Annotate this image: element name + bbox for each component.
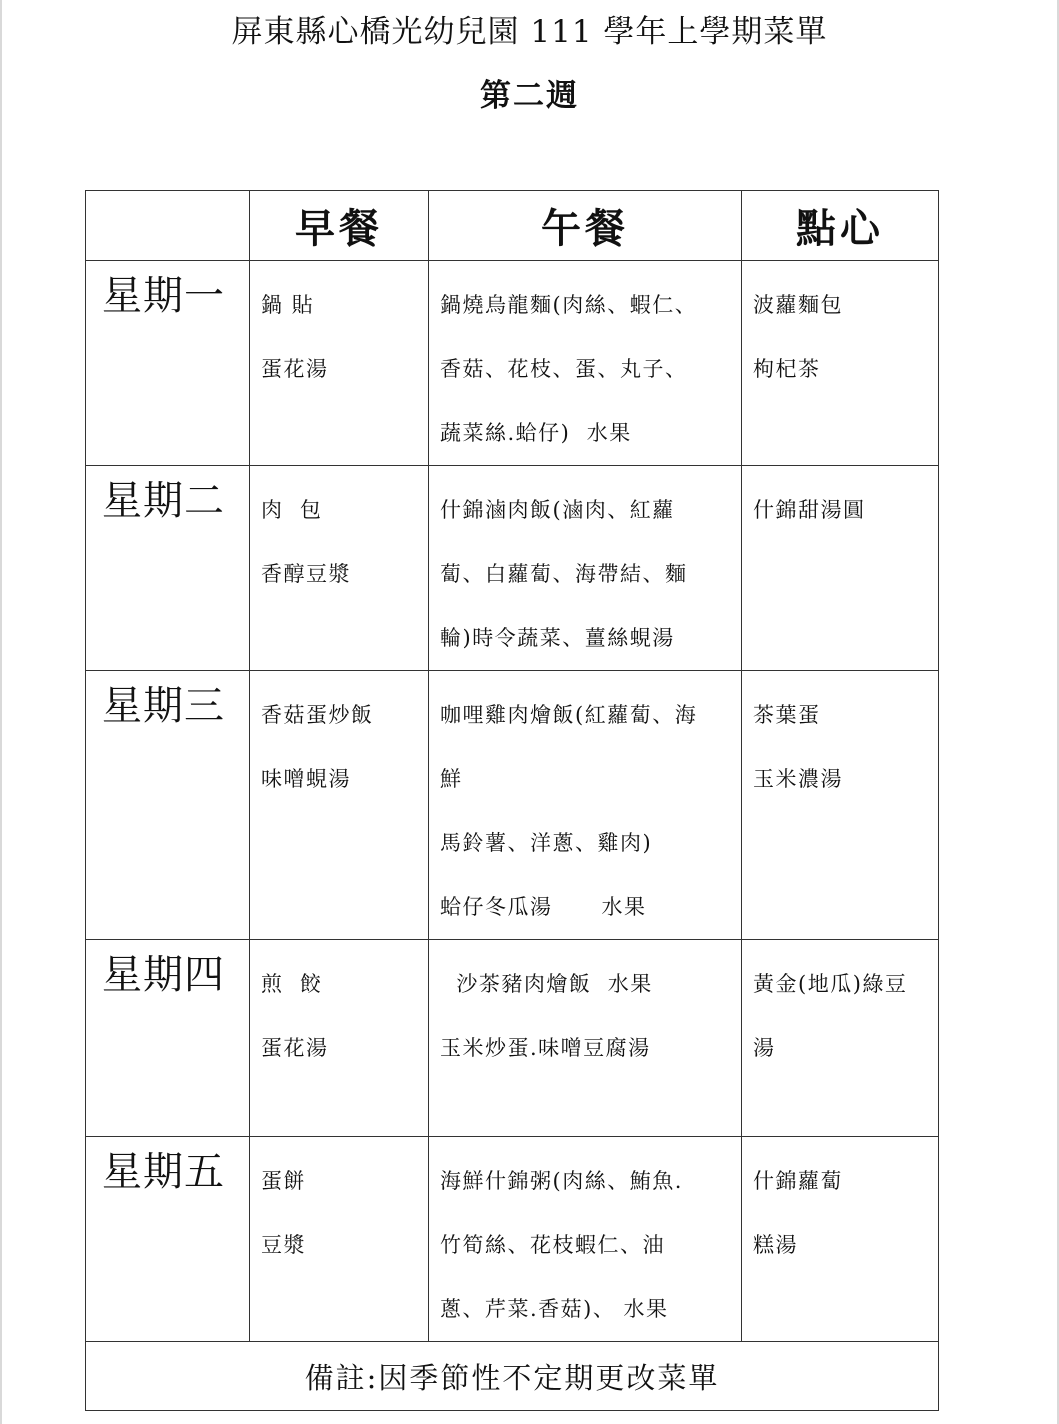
menu-item: 什錦蘿蔔 [753, 1169, 843, 1193]
day-label: 星期四 [86, 940, 250, 1137]
breakfast-cell [250, 1137, 429, 1342]
lunch-cell [429, 671, 742, 940]
snack-cell [742, 261, 939, 466]
table-row-thursday [86, 940, 939, 1137]
day-label: 星期二 [86, 466, 250, 671]
day-label: 星期三 [86, 671, 250, 940]
menu-item: 枸杞茶 [753, 357, 821, 381]
header-day [86, 191, 250, 261]
menu-item: 咖哩雞肉燴飯(紅蘿蔔、海 [440, 703, 698, 727]
header-breakfast: 早餐 [250, 191, 429, 261]
menu-item: 黃金(地瓜)綠豆 [753, 972, 908, 996]
menu-item: 豆漿 [261, 1233, 306, 1257]
menu-item: 鍋燒烏龍麵(肉絲、蝦仁、 [440, 293, 698, 317]
menu-item: 竹筍絲、花枝蝦仁、油 [440, 1233, 665, 1257]
day-label: 星期五 [86, 1137, 250, 1342]
lunch-cell [429, 261, 742, 466]
header-lunch: 午餐 [429, 191, 742, 261]
menu-item: 蔔、白蘿蔔、海帶結、麵 [440, 562, 688, 586]
menu-item: 什錦甜湯圓 [753, 498, 866, 522]
menu-item: 香醇豆漿 [261, 562, 351, 586]
note-row [86, 1342, 939, 1411]
menu-item: 輪)時令蔬菜、薑絲蜆湯 [440, 626, 675, 650]
lunch-cell [429, 466, 742, 671]
header-row [86, 191, 939, 261]
menu-item: 馬鈴薯、洋蔥、雞肉) [440, 831, 653, 855]
menu-item: 鍋 貼 [261, 293, 315, 317]
menu-item: 蔬菜絲.蛤仔) 水果 [440, 421, 632, 445]
menu-item: 煎 餃 [261, 972, 323, 996]
day-label: 星期一 [86, 261, 250, 466]
table-row-friday [86, 1137, 939, 1342]
menu-item: 茶葉蛋 [753, 703, 821, 727]
menu-note: 備註:因季節性不定期更改菜單 [86, 1342, 939, 1411]
snack-cell [742, 1137, 939, 1342]
table-row-monday [86, 261, 939, 466]
week-subtitle: 第二週 [480, 78, 579, 114]
menu-item: 波蘿麵包 [753, 293, 843, 317]
menu-item: 湯 [753, 1036, 776, 1060]
snack-cell [742, 466, 939, 671]
snack-cell [742, 671, 939, 940]
document-title: 屏東縣心橋光幼兒園 111 學年上學期菜單 [231, 14, 828, 50]
menu-item: 蛋花湯 [261, 357, 329, 381]
breakfast-cell [250, 261, 429, 466]
menu-item: 蛤仔冬瓜湯 水果 [440, 895, 647, 919]
header-snack: 點心 [742, 191, 939, 261]
table-row-wednesday [86, 671, 939, 940]
page-edge-left [0, 0, 2, 1424]
menu-item: 海鮮什錦粥(肉絲、鮪魚. [440, 1169, 683, 1193]
menu-item: 沙茶豬肉燴飯 水果 [440, 972, 653, 996]
menu-item: 蔥、芹菜.香菇)、 水果 [440, 1297, 669, 1321]
breakfast-cell [250, 671, 429, 940]
snack-cell [742, 940, 939, 1137]
menu-item: 玉米炒蛋.味噌豆腐湯 [440, 1036, 651, 1060]
menu-item: 鮮 [440, 767, 463, 791]
table-row-tuesday [86, 466, 939, 671]
menu-item: 蛋餅 [261, 1169, 306, 1193]
menu-item: 糕湯 [753, 1233, 798, 1257]
menu-table [85, 190, 939, 1411]
lunch-cell [429, 940, 742, 1137]
breakfast-cell [250, 940, 429, 1137]
menu-item: 肉 包 [261, 498, 323, 522]
lunch-cell [429, 1137, 742, 1342]
menu-item: 什錦滷肉飯(滷肉、紅蘿 [440, 498, 675, 522]
menu-item: 香菇蛋炒飯 [261, 703, 374, 727]
menu-item: 味噌蜆湯 [261, 767, 351, 791]
menu-item: 玉米濃湯 [753, 767, 843, 791]
menu-item: 香菇、花枝、蛋、丸子、 [440, 357, 688, 381]
breakfast-cell [250, 466, 429, 671]
menu-item: 蛋花湯 [261, 1036, 329, 1060]
